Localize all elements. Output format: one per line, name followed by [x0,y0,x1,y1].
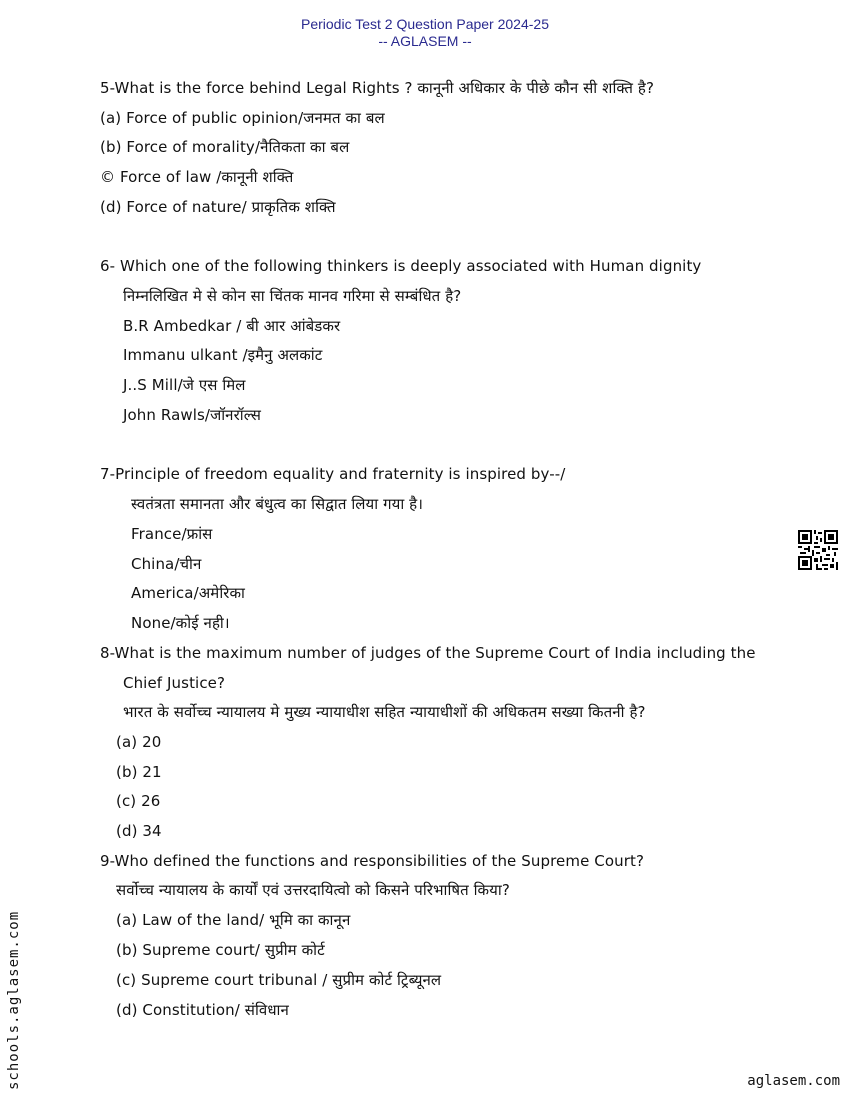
paper-title: Periodic Test 2 Question Paper 2024-25 [300,16,549,32]
question-9-text: 9-Who defined the functions and responsibilities of the Supreme Court? [100,852,645,870]
question-9-option-a: (a) Law of the land/ भूमि का कानून [116,911,351,929]
question-5-option-d: (d) Force of nature/ प्राकृतिक शक्ति [100,198,336,216]
question-8-text-cont: Chief Justice? [123,674,226,692]
question-7-option-2: China/चीन [131,555,202,573]
question-7-option-1: France/फ्रांस [131,525,213,543]
question-8-option-a: (a) 20 [116,733,162,751]
page-header [0,16,850,50]
question-6-option-2: Immanu ulkant /इमैनु अलकांट [123,346,323,364]
question-8-text: 8-What is the maximum number of judges of the Supreme Court of India including the [100,644,756,662]
question-6-option-1: B.R Ambedkar / बी आर आंबेडकर [123,317,341,335]
question-8-option-c: (c) 26 [116,792,161,810]
question-9-option-c: (c) Supreme court tribunal / सुप्रीम कोर्ट ट्रिब्यूनल [116,971,442,989]
qr-code-icon [798,530,838,570]
side-watermark: schools.aglasem.com [6,910,22,1090]
question-5-option-c: © Force of law /कानूनी शक्ति [100,168,294,186]
question-7-option-4: None/कोई नही। [131,614,230,632]
question-5-option-a: (a) Force of public opinion/जनमत का बल [100,109,385,127]
question-7-text: 7-Principle of freedom equality and fraternity is inspired by--/ [100,465,566,483]
question-6-option-4: John Rawls/जॉनरॉल्स [123,406,262,424]
question-7-text-hindi: स्वतंत्रता समानता और बंधुत्व का सिद्वात लिया गया है। [131,495,424,513]
source-label: -- AGLASEM -- [378,33,472,49]
question-6-text-hindi: निम्नलिखित मे से कोन सा चिंतक मानव गरिमा से सम्बंधित है? [123,287,462,305]
question-7-option-3: America/अमेरिका [131,584,245,602]
question-8-text-hindi: भारत के सर्वोच्च न्यायालय मे मुख्य न्यायाधीश सहित न्यायाधीशों की अधिकतम सख्या कितनी है? [123,703,646,721]
question-8-option-b: (b) 21 [116,763,162,781]
question-5-text: 5-What is the force behind Legal Rights ? कानूनी अधिकार के पीछे कौन सी शक्ति है? [100,79,655,97]
question-6-option-3: J..S Mill/जे एस मिल [123,376,246,394]
question-9-text-hindi: सर्वोच्च न्यायालय के कार्यों एवं उत्तरदायित्वो को किसने परिभाषित किया? [116,881,510,899]
question-8-option-d: (d) 34 [116,822,162,840]
question-9-option-b: (b) Supreme court/ सुप्रीम कोर्ट [116,941,325,959]
question-6-text: 6- Which one of the following thinkers is deeply associated with Human dignity [100,257,702,275]
question-9-option-d: (d) Constitution/ संविधान [116,1001,289,1019]
question-5-option-b: (b) Force of morality/नैतिकता का बल [100,138,350,156]
footer-watermark: aglasem.com [747,1073,840,1089]
